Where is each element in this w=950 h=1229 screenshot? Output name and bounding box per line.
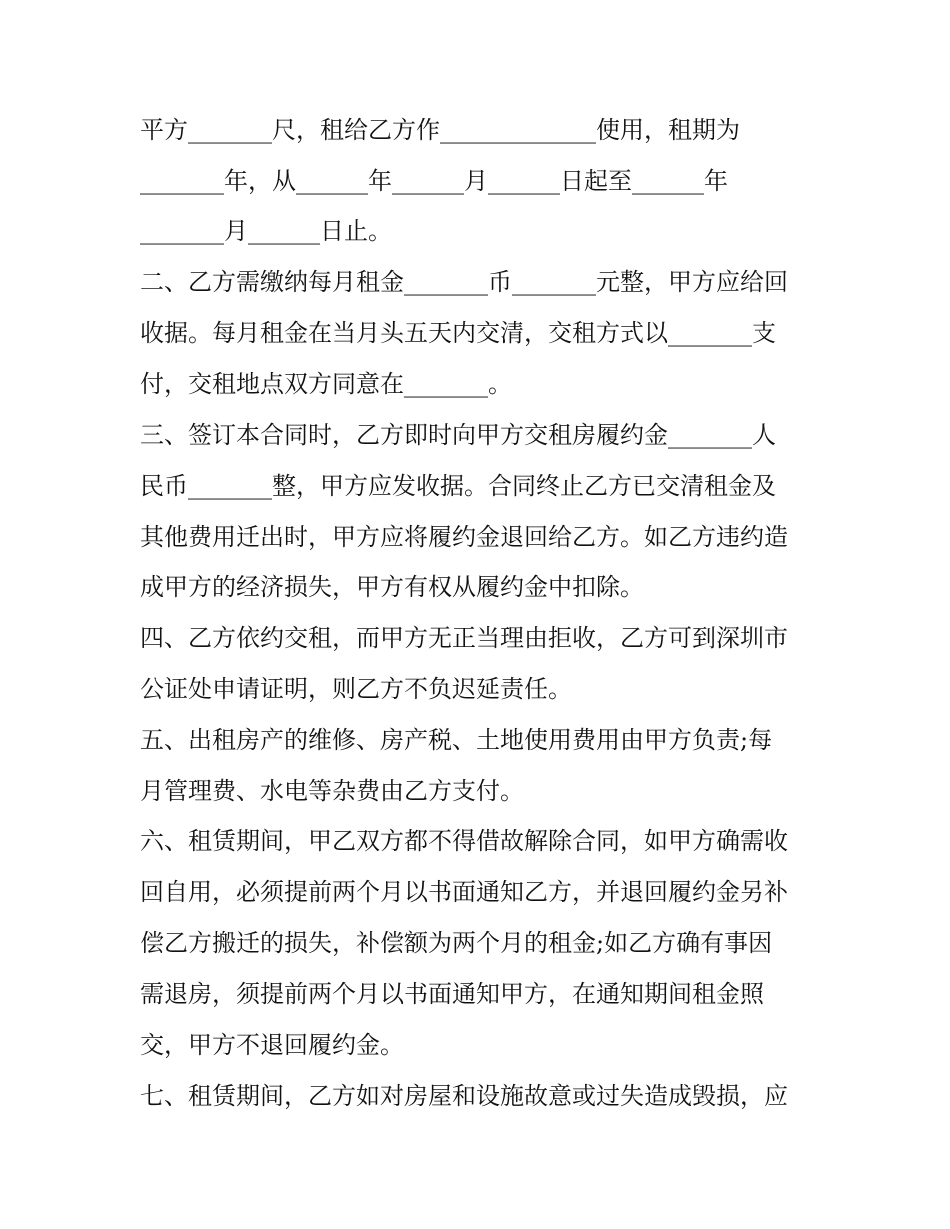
text-line: 五、出租房产的维修、房产税、土地使用费用由甲方负责;每 <box>140 726 773 754</box>
text-line: 三、签订本合同时，乙方即时向甲方交租房履约金_______人 <box>140 421 776 449</box>
text-line: 其他费用迁出时，甲方应将履约金退回给乙方。如乙方违约造 <box>140 523 788 551</box>
text-line: 民币_______整，甲方应发收据。合同终止乙方已交清租金及 <box>140 472 776 500</box>
text-line: 交，甲方不退回履约金。 <box>140 1031 404 1059</box>
text-line: 公证处申请证明，则乙方不负迟延责任。 <box>140 675 572 703</box>
text-line: _______月______日止。 <box>140 217 392 245</box>
text-line: 平方_______尺，租给乙方作_____________使用，租期为 <box>140 116 740 144</box>
text-line: 二、乙方需缴纳每月租金_______币_______元整，甲方应给回 <box>140 268 788 296</box>
text-line: 偿乙方搬迁的损失，补偿额为两个月的租金;如乙方确有事因 <box>140 929 773 957</box>
text-line: 回自用，必须提前两个月以书面通知乙方，并退回履约金另补 <box>140 878 788 906</box>
text-line: 成甲方的经济损失，甲方有权从履约金中扣除。 <box>140 573 644 601</box>
text-line: 六、租赁期间，甲乙双方都不得借故解除合同，如甲方确需收 <box>140 827 788 855</box>
text-line: 月管理费、水电等杂费由乙方支付。 <box>140 777 524 805</box>
text-line: 七、租赁期间，乙方如对房屋和设施故意或过失造成毁损，应 <box>140 1082 788 1110</box>
text-line: 四、乙方依约交租，而甲方无正当理由拒收，乙方可到深圳市 <box>140 624 788 652</box>
text-line: 收据。每月租金在当月头五天内交清，交租方式以_______支 <box>140 319 776 347</box>
text-line: 需退房，须提前两个月以书面通知甲方，在通知期间租金照 <box>140 980 764 1008</box>
text-line: 付，交租地点双方同意在_______。 <box>140 370 512 398</box>
text-line: _______年，从______年______月______日起至______年 <box>140 167 728 195</box>
